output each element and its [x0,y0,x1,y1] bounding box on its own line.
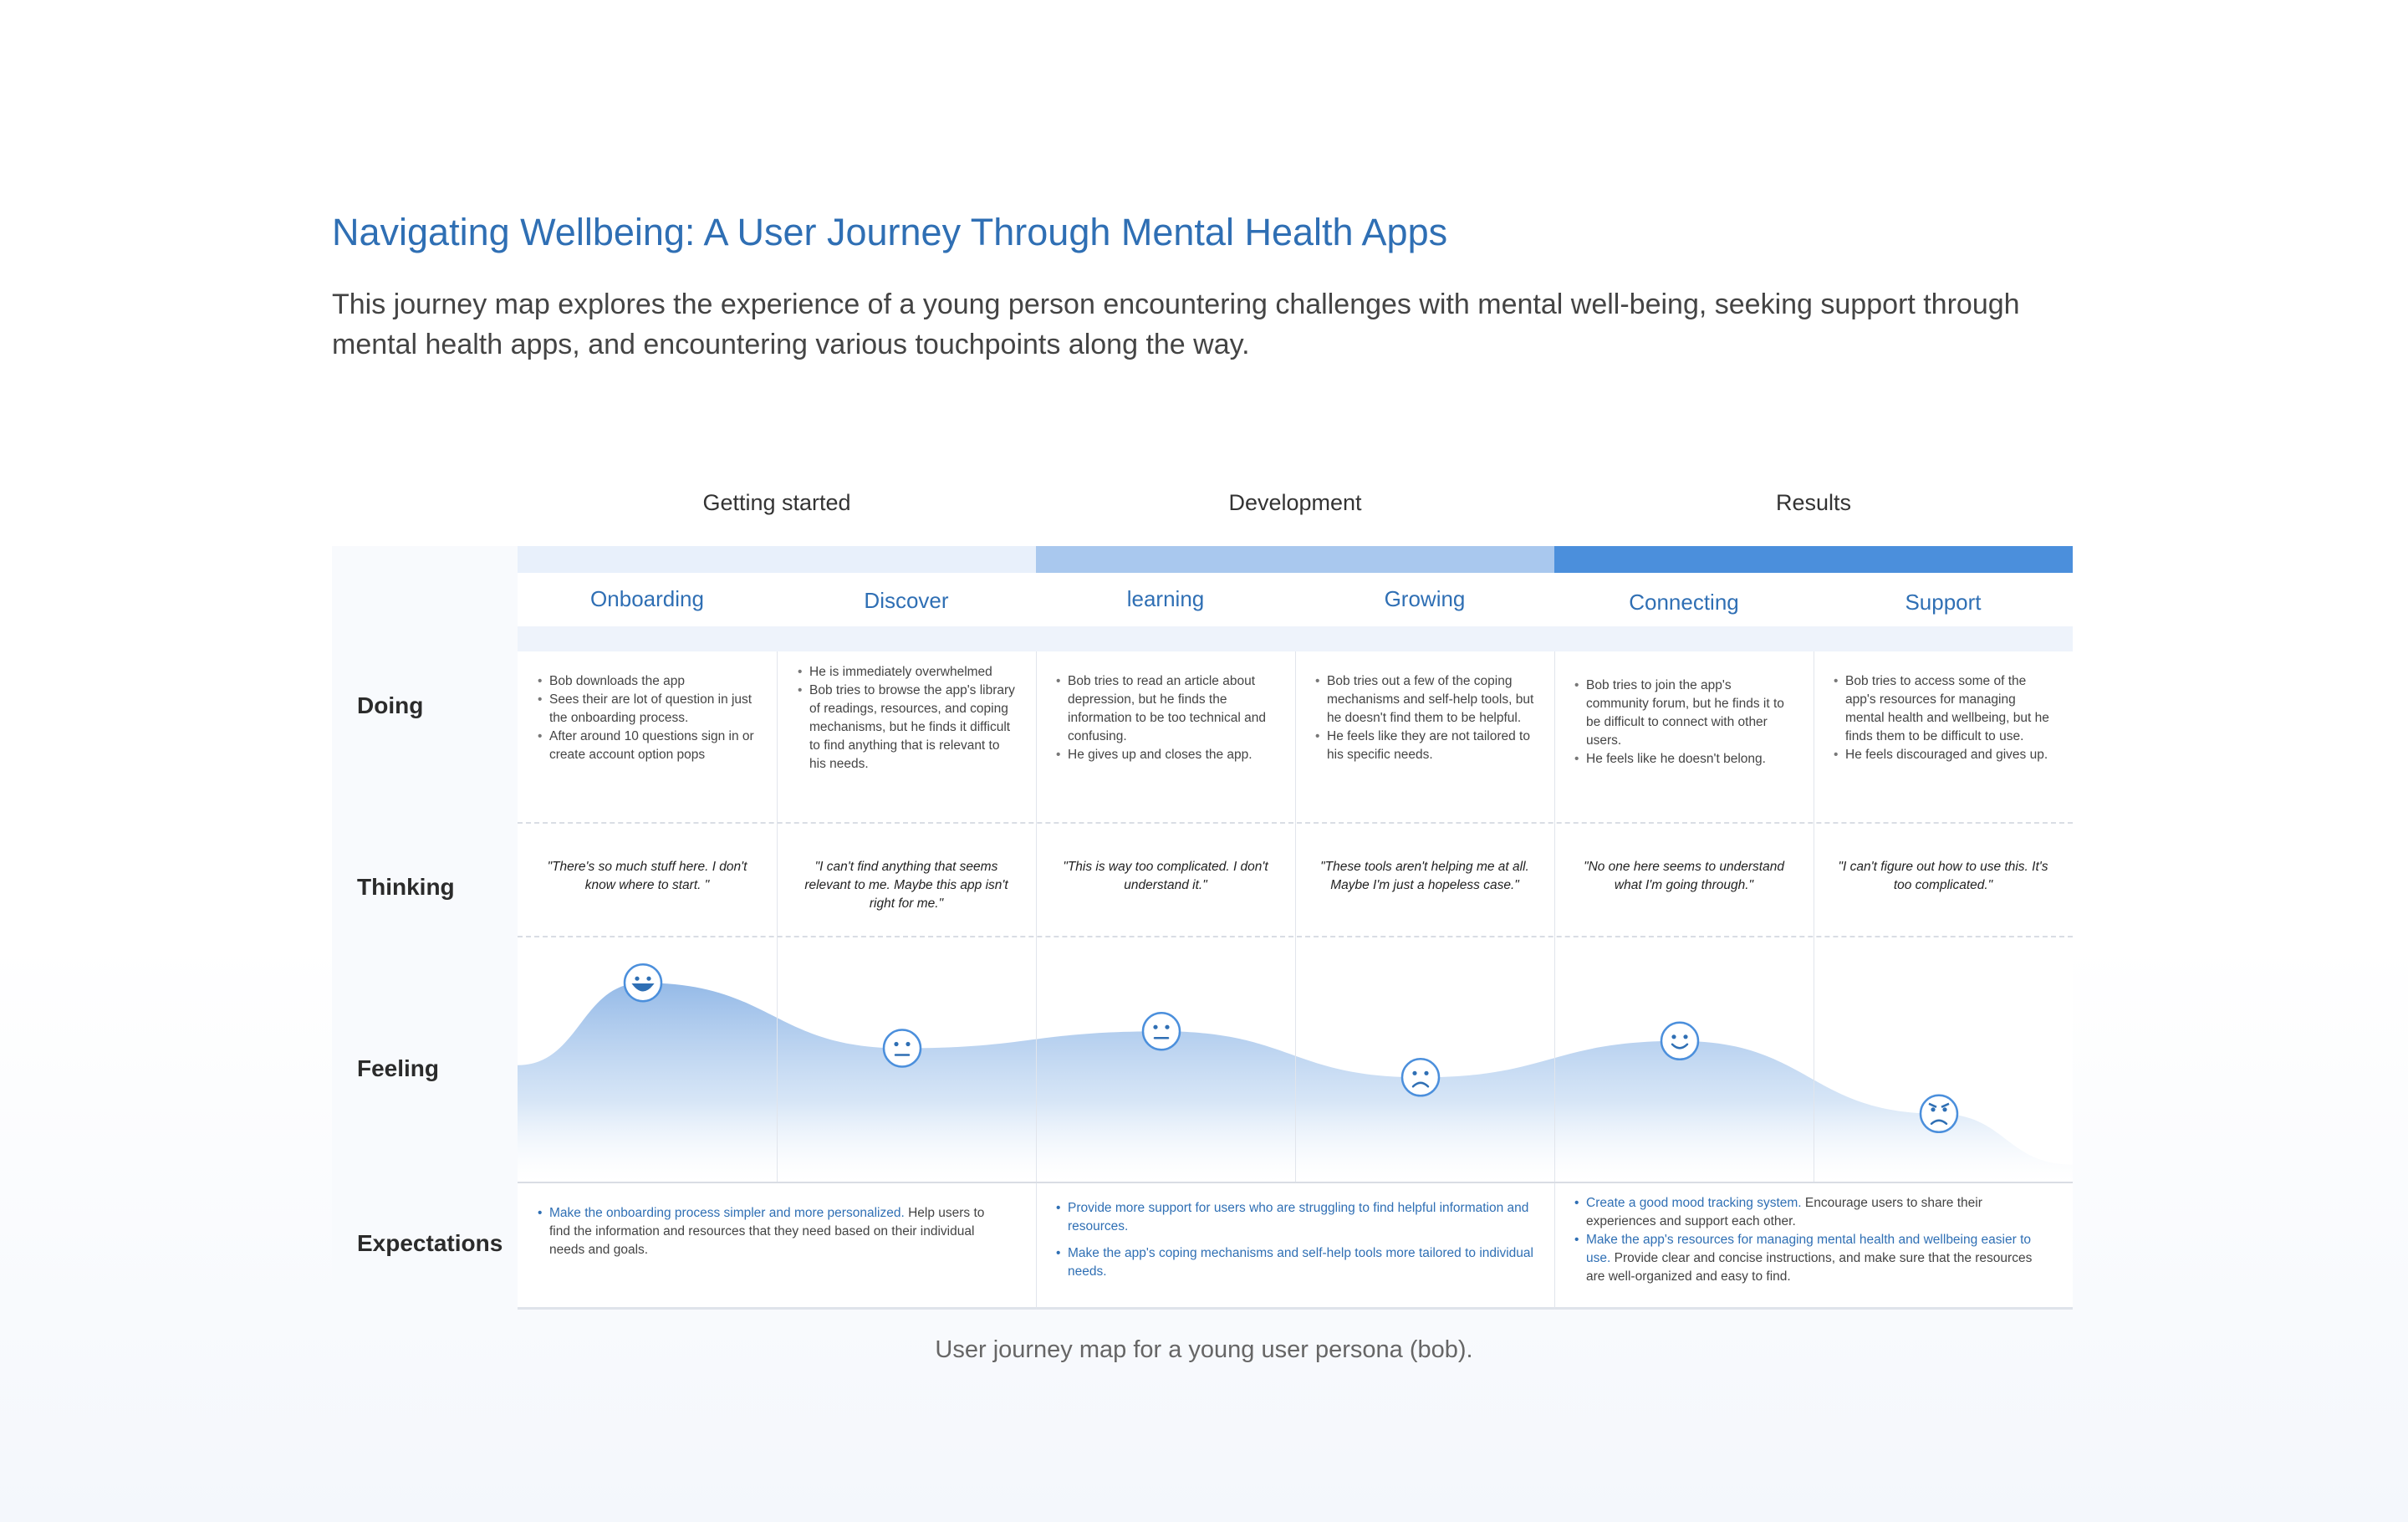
doing-connecting [1573,677,1792,769]
emotion-neutral-icon [884,1030,921,1067]
expectation-text: Encourage users to share their experiences and support each other. [1586,1196,1982,1228]
stage-connecting: Connecting [1629,590,1739,615]
emotion-angry-icon [1921,1096,1957,1132]
row-label-expectations: Expectations [357,1230,503,1256]
expectation-item [536,1204,1004,1259]
column-divider [1295,651,1296,1182]
thinking-onboarding: "There's so much stuff here. I don't know where to start. " [547,860,747,892]
expectation-text: Provide clear and concise instructions, and make sure that the resources are well-organized and easy to find. [1586,1251,2033,1284]
journey-grid [518,546,2073,1310]
intro-text: This journey map explores the experience of a young person encountering challenges with mental well-being, seeking support through mental health apps, and encountering various touchpoints along the way. [332,289,2020,360]
thinking-support: "I can't figure out how to use this. It's too complicated." [1838,860,2048,892]
doing-support [1832,672,2051,764]
thinking-connecting: "No one here seems to understand what I'm going through." [1584,860,1784,892]
thinking-growing: "These tools aren't helping me at all. Maybe I'm just a hopeless case." [1320,860,1529,892]
row-label-doing: Doing [357,692,424,718]
doing-item: • Bob tries to join the app's community forum, but he finds it to be difficult to connect with other users. [1573,677,1792,750]
expectation-highlight: Make the onboarding process simpler and more personalized. [549,1206,905,1220]
doing-item: • Bob tries to read an article about depression, but he finds the information to be too technical and confusing. [1054,672,1282,746]
stage-growing: Growing [1384,586,1466,611]
stage-support: Support [1905,590,1982,615]
doing-item: • He gives up and closes the app. [1054,746,1282,764]
row-label-thinking: Thinking [357,874,455,900]
emotion-very-happy-icon [625,964,661,1001]
emotion-sad-icon [1402,1059,1439,1096]
expectation-highlight: Make the app's coping mechanisms and self-help tools more tailored to individual needs. [1068,1246,1533,1279]
row-divider-doing [518,822,2073,824]
thinking-discover: "I can't find anything that seems relevant to me. Maybe this app isn't right for me." [804,860,1008,911]
expectation-item [1573,1231,2049,1286]
row-divider-thinking [518,936,2073,937]
stage-onboarding: Onboarding [590,586,704,611]
expectation-text: Help users to find the information and resources that they need based on their individual needs and goals. [549,1206,985,1257]
row-labels-panel [332,546,518,1307]
doing-item: • Bob tries to access some of the app's resources for managing mental health and wellbeing, but he finds them to be difficult to use. [1832,672,2051,746]
expectation-item [1573,1194,2049,1231]
doing-growing [1314,672,1541,764]
stage-learning: learning [1126,586,1205,611]
journey-map [332,468,2073,1310]
row-divider-feeling [518,1182,2073,1183]
doing-learning [1054,672,1282,764]
doing-item: • Bob tries out a few of the coping mechanisms and self-help tools, but he doesn't find them to be helpful. [1314,672,1541,728]
page-title: Navigating Wellbeing: A User Journey Through Mental Health Apps [332,211,1448,253]
doing-item: • He feels like they are not tailored to his specific needs. [1314,728,1541,764]
phase-getting-started: Getting started [702,490,851,515]
column-divider [777,651,778,1182]
expectation-highlight: Create a good mood tracking system. [1586,1196,1802,1210]
emotion-happy-icon [1661,1023,1698,1060]
doing-item: • He feels discouraged and gives up. [1832,746,2051,764]
stage-discover: Discover [864,588,949,613]
expectation-highlight: Make the app's resources for managing mental health and wellbeing easier to use. [1586,1233,2031,1265]
doing-item: • Bob downloads the app [536,672,762,691]
column-divider [1036,651,1037,1310]
doing-item: • Bob tries to browse the app's library of readings, resources, and coping mechanisms, but he finds it difficult to find anything that is relevant to his needs. [796,682,1015,774]
thinking-learning: "This is way too complicated. I don't understand it." [1063,860,1268,892]
phase-results: Results [1775,490,1852,515]
doing-item: • He is immediately overwhelmed [796,663,1015,682]
expectation-item [1054,1199,1539,1236]
expectation-item [1054,1244,1539,1281]
figure-caption: User journey map for a young user persona (bob). [935,1336,1473,1363]
emotion-neutral-icon [1143,1013,1180,1050]
expectations-getting-started [536,1204,1004,1259]
expectations-development [1054,1199,1539,1281]
doing-item: • After around 10 questions sign in or create account option pops [536,728,762,764]
doing-onboarding [536,672,762,764]
doing-discover [796,663,1015,774]
doing-item: • Sees their are lot of question in just the onboarding process. [536,691,762,728]
doing-item: • He feels like he doesn't belong. [1573,750,1792,769]
column-divider [1554,651,1555,1310]
expectations-results [1573,1194,2049,1286]
row-label-feeling: Feeling [357,1055,440,1081]
expectation-highlight: Provide more support for users who are struggling to find helpful information and resources. [1068,1201,1529,1233]
phase-development: Development [1228,490,1362,515]
